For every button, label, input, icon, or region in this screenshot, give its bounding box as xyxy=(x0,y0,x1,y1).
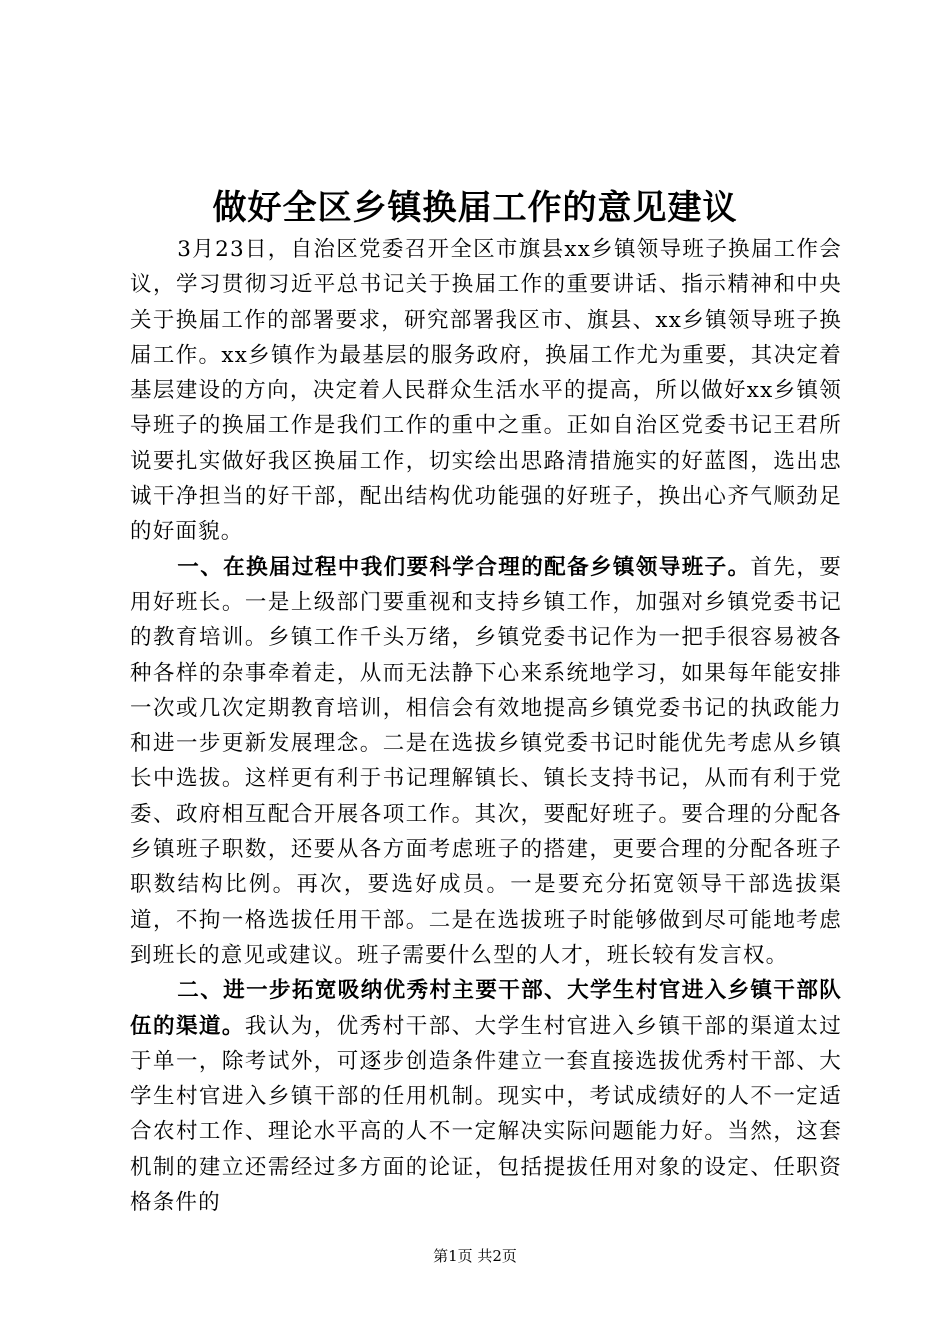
paragraph-2 xyxy=(130,550,842,974)
section-heading-1: 一、在换届过程中我们要科学合理的配备乡镇领导班子。 xyxy=(177,554,751,580)
paragraph-3 xyxy=(130,973,842,1220)
paragraph-2-text: 首先，要用好班长。一是上级部门要重视和支持乡镇工作，加强对乡镇党委书记的教育培训。乡镇工作千头万绪，乡镇党委书记作为一把手很容易被各种各样的杂事牵着走，从而无法静下心来系统地学习，如果每年能安排一次或几次定期教育培训，相信会有效地提高乡镇党委书记的执政能力和进一步更新发展理念。二是在选拔乡镇党委书记时能优先考虑从乡镇长中选拔。这样更有利于书记理解镇长、镇长支持书记，从而有利于党委、政府相互配合开展各项工作。其次，要配好班子。要合理的分配各乡镇班子职数，还要从各方面考虑班子的搭建，更要合理的分配各班子职数结构比例。再次，要选好成员。一是要充分拓宽领导干部选拔渠道，不拘一格选拔任用干部。二是在选拔班子时能够做到尽可能地考虑到班长的意见或建议。班子需要什么型的人才，班长较有发言权。 xyxy=(130,554,842,968)
paragraph-1-text: 3月23日，自治区党委召开全区市旗县xx乡镇领导班子换届工作会议，学习贯彻习近平总书记关于换届工作的重要讲话、指示精神和中央关于换届工作的部署要求，研究部署我区市、旗县、xx乡镇领导班子换届工作。xx乡镇作为最基层的服务政府，换届工作尤为重要，其决定着基层建设的方向，决定着人民群众生活水平的提高，所以做好xx乡镇领导班子的换届工作是我们工作的重中之重。正如自治区党委书记王君所说要扎实做好我区换届工作，切实绘出思路清措施实的好蓝图，选出忠诚干净担当的好干部，配出结构优功能强的好班子，换出心齐气顺劲足的好面貌。 xyxy=(130,237,842,545)
page-footer: 第1页 共2页 xyxy=(433,1247,517,1265)
paragraph-1 xyxy=(130,232,842,550)
paragraph-3-text: 我认为，优秀村干部、大学生村官进入乡镇干部的渠道太过于单一，除考试外，可逐步创造条件建立一套直接选拔优秀村干部、大学生村官进入乡镇干部的任用机制。现实中，考试成绩好的人不一定适合农村工作、理论水平高的人不一定解决实际问题能力好。当然，这套机制的建立还需经过多方面的论证，包括提拔任用对象的设定、任职资格条件的 xyxy=(130,1013,842,1216)
document-title: 做好全区乡镇换届工作的意见建议 xyxy=(212,188,738,228)
document-body xyxy=(130,232,842,1220)
section-heading-2: 二、进一步拓宽吸纳优秀村主要干部、大学生村官进入乡镇干部队伍的渠道。 xyxy=(130,978,842,1039)
